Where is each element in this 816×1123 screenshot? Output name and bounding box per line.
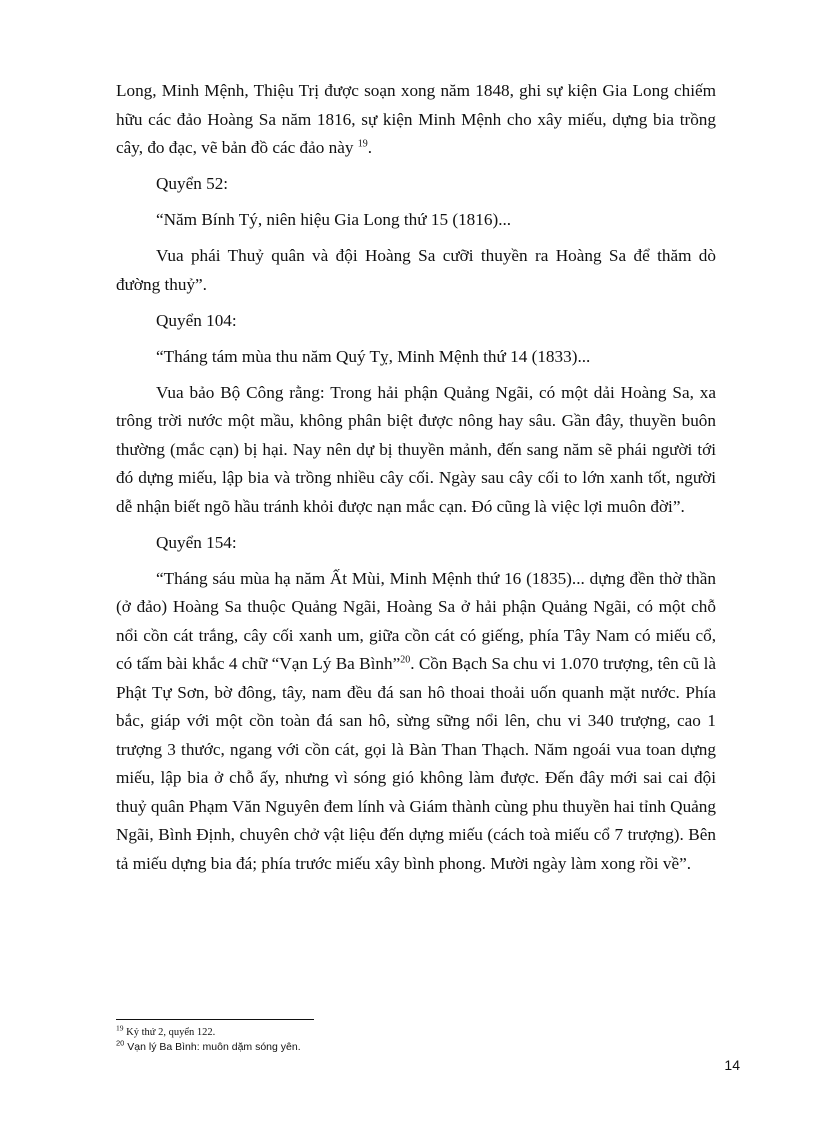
footnote-number: 19	[116, 1023, 124, 1033]
footnote-ref[interactable]: 20	[400, 654, 411, 666]
paragraph: Long, Minh Mệnh, Thiệu Trị được soạn xong năm 1848, ghi sự kiện Gia Long chiếm hữu các đảo Hoàng Sa năm 1816, sự kiện Minh Mệnh cho xây miếu, dựng bia trồng cây, đo đạc, vẽ bản đồ các đảo này $^{19}$.	[116, 81, 716, 157]
page-number: 14	[724, 1057, 740, 1073]
footnote-number: 20	[116, 1038, 125, 1048]
footnote-ref[interactable]: 19	[357, 138, 368, 150]
footnotes	[116, 1023, 716, 1054]
paragraph: “Năm Bính Tý, niên hiệu Gia Long thứ 15 (1816)...	[156, 210, 512, 229]
footnote	[116, 1040, 716, 1054]
paragraph: Vua bảo Bộ Công rằng: Trong hải phận Quảng Ngãi, có một dải Hoàng Sa, xa trông trời nước một mầu, không phân biệt được nông hay sâu. Gần đây, thuyền buôn thường (mắc cạn) bị hại. Nay nên dự bị thuyền mảnh, đến sang năm sẽ phái người tới đó dựng miếu, lập bia và trồng nhiều cây cối. Ngày sau cây cối to lớn xanh tốt, người dễ nhận biết ngõ hầu tránh khỏi được nạn mắc cạn. Đó cũng là việc lợi muôn đời”.	[116, 382, 716, 516]
footnote-text: Vạn lý Ba Bình: muôn dặm sóng yên.	[127, 1041, 301, 1053]
paragraph-heading: Quyển 154:	[156, 532, 237, 552]
footnote-divider	[116, 1019, 314, 1020]
paragraph-heading: Quyển 104:	[156, 310, 237, 330]
paragraph: Vua phái Thuỷ quân và đội Hoàng Sa cưỡi thuyền ra Hoàng Sa để thăm dò đường thuỷ”.	[116, 246, 716, 294]
paragraph: “Tháng sáu mùa hạ năm Ất Mùi, Minh Mệnh thứ 16 (1835)... dựng đền thờ thần (ở đảo) Hoàng Sa thuộc Quảng Ngãi, Hoàng Sa ở hải phận Quảng Ngãi, có một chỗ nổi cồn cát trắng, cây cối xanh um, giữa cồn cát có giếng, phía Tây Nam có miếu cổ, có tấm bài khắc 4 chữ “Vạn Lý Ba Bình”$^{20}$. Cồn Bạch Sa chu vi 1.070 trượng, tên cũ là Phật Tự Sơn, bờ đông, tây, nam đều đá san hô thoai thoải uốn quanh mặt nước. Phía bắc, giáp với một cồn toàn đá san hô, sừng sững nổi lên, chu vi 340 trượng, cao 1 trượng 3 thước, ngang với cồn cát, gọi là Bàn Than Thạch. Năm ngoái vua toan dựng miếu, lập bia ở chỗ ấy, nhưng vì sóng gió không làm được. Đến đây mới sai cai đội thuỷ quân Phạm Văn Nguyên đem lính và Giám thành cùng phu thuyền hai tỉnh Quảng Ngãi, Bình Định, chuyên chở vật liệu đến dựng miếu (cách toà miếu cổ 7 trượng). Bên tả miếu dựng bia đá; phía trước miếu xây bình phong. Mười ngày làm xong rồi về”.	[116, 568, 716, 873]
footnote	[116, 1023, 716, 1040]
paragraph: “Tháng tám mùa thu năm Quý Tỵ, Minh Mệnh thứ 14 (1833)...	[156, 346, 591, 366]
footnote-text: Kỷ thứ 2, quyển 122.	[126, 1027, 216, 1038]
body-text	[116, 77, 716, 886]
paragraph-heading: Quyển 52:	[156, 174, 229, 193]
